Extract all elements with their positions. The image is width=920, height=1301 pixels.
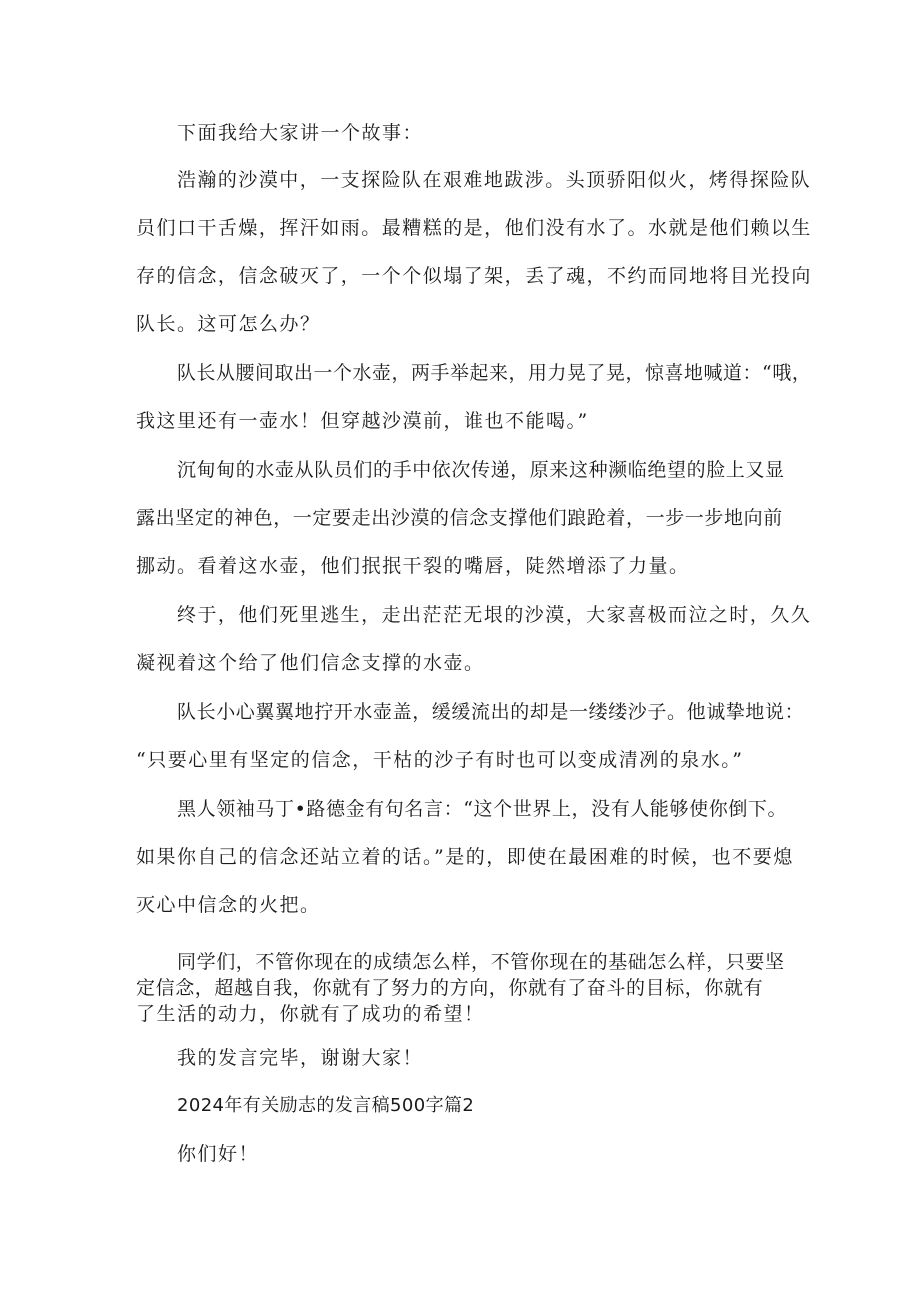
- text-line-10: 挪动。看着这水壶，他们抿抿干裂的嘴唇，陡然增添了力量。: [136, 555, 690, 577]
- text-line-2: 浩瀚的沙漠中，一支探险队在艰难地跋涉。头顶骄阳似火，烤得探险队: [177, 169, 812, 191]
- text-line-9: 露出坚定的神色，一定要走出沙漠的信念支撑他们踉跄着，一步一步地向前: [136, 507, 783, 529]
- text-line-23: 你们好！: [177, 1143, 260, 1165]
- text-line-7: 我这里还有一壶水！但穿越沙漠前，谁也不能喝。”: [136, 410, 589, 432]
- text-line-21: 我的发言完毕，谢谢大家！: [177, 1047, 424, 1069]
- text-line-1: 下面我给大家讲一个故事：: [177, 122, 424, 144]
- text-line-17: 灭心中信念的火把。: [136, 894, 321, 916]
- text-line-5: 队长。这可怎么办？: [136, 313, 321, 335]
- text-line-11: 终于，他们死里逃生，走出茫茫无垠的沙漠，大家喜极而泣之时，久久: [177, 604, 812, 626]
- text-line-13: 队长小心翼翼地拧开水壶盖，缓缓流出的却是一缕缕沙子。他诚挚地说：: [177, 701, 805, 723]
- text-line-14: “只要心里有坚定的信念，干枯的沙子有时也可以变成清冽的泉水。”: [136, 749, 744, 771]
- section-heading: 2024年有关励志的发言稿500字篇2: [177, 1095, 475, 1116]
- text-line-16: 如果你自己的信念还站立着的话。”是的，即使在最困难的时候，也不要熄: [136, 846, 794, 868]
- text-line-15: 黑人领袖马丁•路德金有句名言：“这个世界上，没有人能够使你倒下。: [177, 798, 788, 820]
- text-line-4: 存的信念，信念破灭了，一个个似塌了架，丢了魂，不约而同地将目光投向: [136, 265, 812, 287]
- text-line-19: 定信念，超越自我，你就有了努力的方向，你就有了奋斗的目标，你就有: [136, 977, 764, 999]
- text-line-18: 同学们，不管你现在的成绩怎么样，不管你现在的基础怎么样，只要坚: [177, 951, 785, 973]
- text-line-8: 沉甸甸的水壶从队员们的手中依次传递，原来这种濒临绝望的脸上又显: [177, 459, 785, 481]
- text-line-12: 凝视着这个给了他们信念支撑的水壶。: [136, 652, 485, 674]
- text-line-20: 了生活的动力，你就有了成功的希望！: [136, 1003, 485, 1025]
- text-line-3: 员们口干舌燥，挥汗如雨。最糟糕的是，他们没有水了。水就是他们赖以生: [136, 217, 812, 239]
- text-line-6: 队长从腰间取出一个水壶，两手举起来，用力晃了晃，惊喜地喊道：“哦，: [177, 362, 812, 384]
